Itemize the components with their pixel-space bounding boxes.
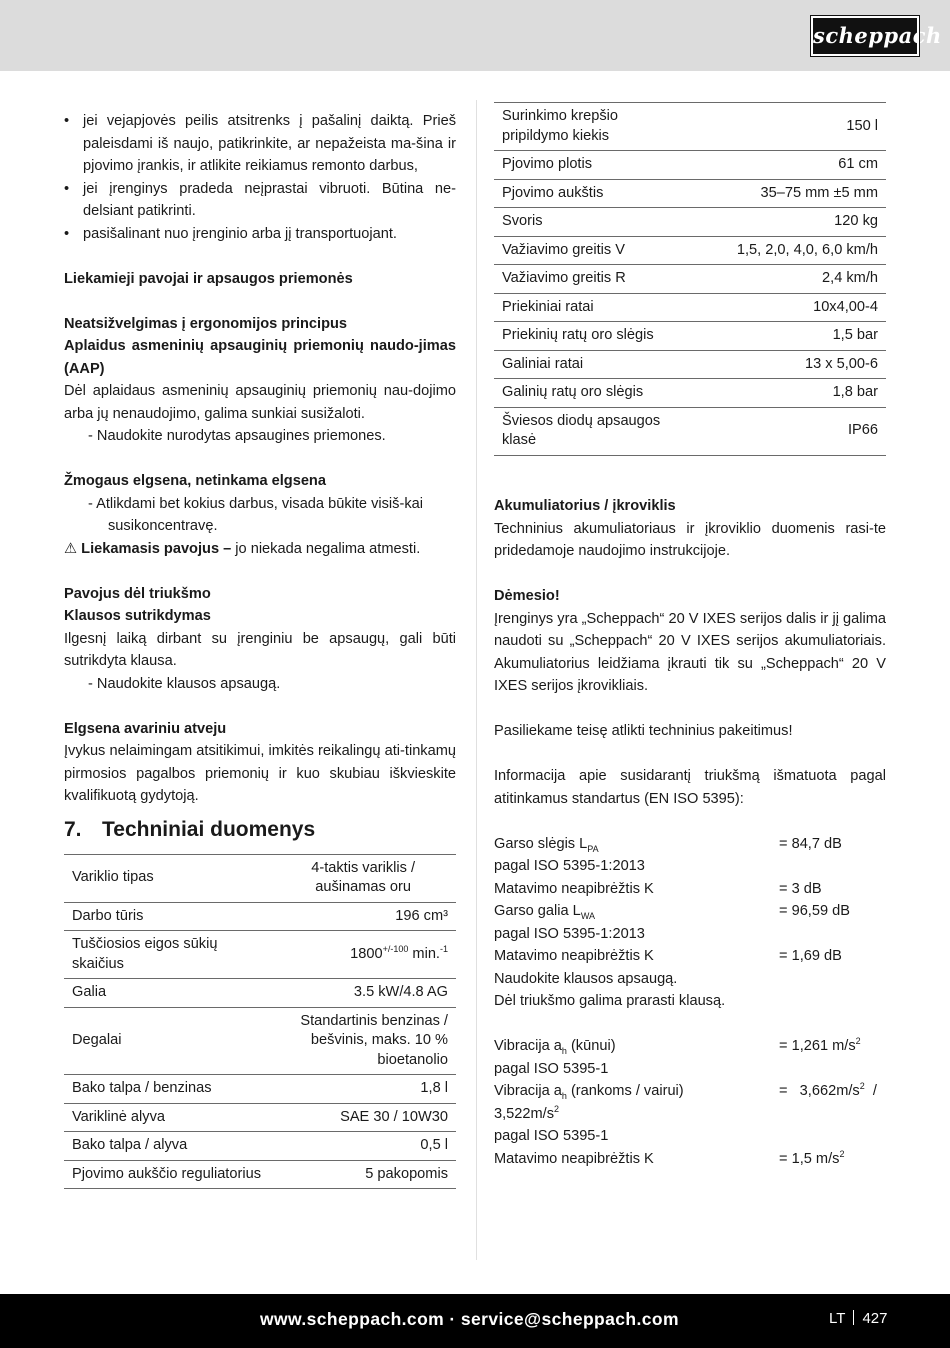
table-row: Pjovimo aukščio reguliatorius 5 pakopomis (64, 1160, 456, 1189)
ppe-heading: Aplaidus asmeninių apsauginių priemonių naudo-jimas (AAP) (64, 338, 456, 377)
table-row: Tuščiosios eigos sūkių skaičius $1800^{+/-100}$ min.$^{-1}$ (64, 931, 456, 979)
iso-line: pagal ISO 5395-1 (494, 1060, 609, 1077)
warning-icon: ⚠ (64, 540, 78, 557)
table-row: Variklinė alyva SAE 30 / 10W30 (64, 1103, 456, 1132)
list-item: • jei įrenginys pradeda neįprastai vibruoti. Būtina ne-delsiant patikrinti. (64, 178, 456, 223)
iso-line: pagal ISO 5395-1:2013 (494, 925, 645, 942)
table-row: Galinių ratų oro slėgis 1,8 bar (494, 379, 886, 408)
reserve-text: Pasiliekame teisę atlikti techninius pakeitimus! (494, 723, 793, 739)
hearing-text: Ilgesnį laiką dirbant su įrenginiu be apsaugų, gali būti sutrikdyta klausa. (64, 630, 456, 669)
battery-text: Techninius akumuliatoriaus ir įkroviklio duomenis rasi-te pridedamoje naudojimo instrukcijoje. (494, 520, 886, 559)
noise-info: Informacija apie susidarantį triukšmą išmatuota pagal atitinkamus standartus (EN ISO 5395): (494, 768, 886, 807)
scheppach-logo: scheppach (811, 16, 919, 56)
table-row: Svoris 120 kg (494, 208, 886, 237)
uncertainty-row: Matavimo neapibrėžtis K = 1,69 dB (494, 948, 842, 964)
table-row: Važiavimo greitis R 2,4 km/h (494, 265, 886, 294)
uncertainty-row: Matavimo neapibrėžtis K = 3 dB (494, 880, 822, 897)
table-row: Važiavimo greitis V 1,5, 2,0, 4,0, 6,0 km/h (494, 236, 886, 265)
column-divider (476, 100, 477, 1260)
footer-bar (0, 1294, 950, 1348)
ppe-dash-item: - Naudokite nurodytas apsaugines priemones. (88, 428, 386, 444)
attention-heading: Dėmesio! (494, 588, 560, 604)
hearing-note: Naudokite klausos apsaugą. (494, 970, 678, 987)
hearing-dash-item: - Naudokite klausos apsaugą. (88, 675, 281, 692)
left-column (64, 110, 456, 1189)
iso-line: pagal ISO 5395-1 (494, 1128, 609, 1144)
table-row: Variklio tipas 4-taktis variklis / aušinamas oru (64, 854, 456, 902)
list-item: • jei vejapjovės peilis atsitrenks į pašalinį daiktą. Prieš paleisdami iš naujo, patikrinkite, ar nepažeista ma-šina ir pjovimo įrankis, ir atlikite reikiamus remonto darbus, (64, 110, 456, 178)
ergonomics-heading: Neatsižvelgimas į ergonomijos principus (64, 315, 348, 332)
footer-url[interactable]: www.scheppach.com · service@scheppach.com (260, 1309, 679, 1329)
uncertainty-row: Matavimo neapibrėžtis K = 1,5 $m/s^2$ (494, 1148, 845, 1167)
vibration-value-wrap: $3,522m/s^2$ (494, 1103, 560, 1122)
table-row: Šviesos diodų apsaugos klasė IP66 (494, 407, 886, 455)
table-row: Darbo tūris 196 cm³ (64, 902, 456, 931)
table-row: Priekinių ratų oro slėgis 1,5 bar (494, 322, 886, 351)
iso-line: pagal ISO 5395-1:2013 (494, 858, 645, 874)
hearing-heading: Klausos sutrikdymas (64, 608, 211, 624)
battery-heading: Akumuliatorius / įkroviklis (494, 498, 676, 514)
table-row: Degalai Standartinis benzinas / bešvinis, maks. 10 % bioetanolio (64, 1007, 456, 1075)
hearing-note: Dėl triukšmo galima prarasti klausą. (494, 993, 726, 1009)
ppe-text: Dėl aplaidaus asmeninių apsauginių priemonių nau-dojimo arba jų nenaudojimo, galima sunkiai susižaloti. (64, 383, 456, 422)
table-row: Priekiniai ratai 10x4,00-4 (494, 293, 886, 322)
table-row: Surinkimo krepšio pripildymo kiekis 150 l (494, 103, 886, 151)
table-row: Galia 3.5 kW/4.8 AG (64, 979, 456, 1008)
attention-text: Įrenginys yra „Scheppach“ 20 V IXES serijos dalis ir jį galima naudoti su „Scheppach“ 20 V IXES serijos akumuliatoriais. Akumuliatorius leidžiama įkrauti tik su „Scheppach“ 20 V IXES serijos įkrovikliais. (494, 610, 886, 694)
list-item: • pasišalinant nuo įrenginio arba jį transportuojant. (64, 223, 456, 246)
table-row: Bako talpa / benzinas 1,8 l (64, 1075, 456, 1104)
sound-power-row: Garso galia $L_{WA}$ = 96,59 dB (494, 903, 851, 921)
header-bar (0, 0, 950, 71)
sound-pressure-row: Garso slėgis $L_{PA}$ = 84,7 dB (494, 835, 842, 854)
right-column (494, 495, 886, 1170)
bullet-list (64, 110, 456, 245)
table-row: Pjovimo aukštis 35–75 mm ±5 mm (494, 179, 886, 208)
vibration-row: Vibracija $a_h$ (kūnui) = 1,261 $m/s^2$ (494, 1036, 861, 1056)
vibration-row: Vibracija $a_h$ (rankoms / vairui) = $3,662m/s^2$ / (494, 1081, 877, 1101)
residual-heading: Liekamieji pavojai ir apsaugos priemonės (64, 270, 353, 287)
behavior-heading: Žmogaus elgsena, netinkama elgsena (64, 473, 326, 489)
section-title: 7. Techniniai duomenys (64, 817, 316, 841)
table-row: Pjovimo plotis 61 cm (494, 151, 886, 180)
table-row: Bako talpa / alyva 0,5 l (64, 1132, 456, 1161)
emergency-text: Įvykus nelaimingam atsitikimui, imkitės reikalingų ati-tinkamų pirmosios pagalbos priemonių ir kuo skubiau iškvieskite kvalifikuotą gydytoją. (64, 743, 456, 804)
right-spec-area (494, 102, 886, 456)
table-row: Galiniai ratai 13 x 5,00-6 (494, 350, 886, 379)
behavior-dash-item: - Atlikdami bet kokius darbus, visada būkite visiš-kai susikoncentravę. (88, 495, 423, 534)
page-number: LT 427 (829, 1310, 888, 1327)
warning-line: ⚠ Liekamasis pavojus – jo niekada negalima atmesti. (64, 540, 421, 557)
emergency-heading: Elgsena avariniu atveju (64, 720, 227, 737)
spec-table-left (64, 854, 456, 1190)
spec-table-right (494, 102, 886, 456)
noise-heading: Pavojus dėl triukšmo (64, 585, 211, 602)
